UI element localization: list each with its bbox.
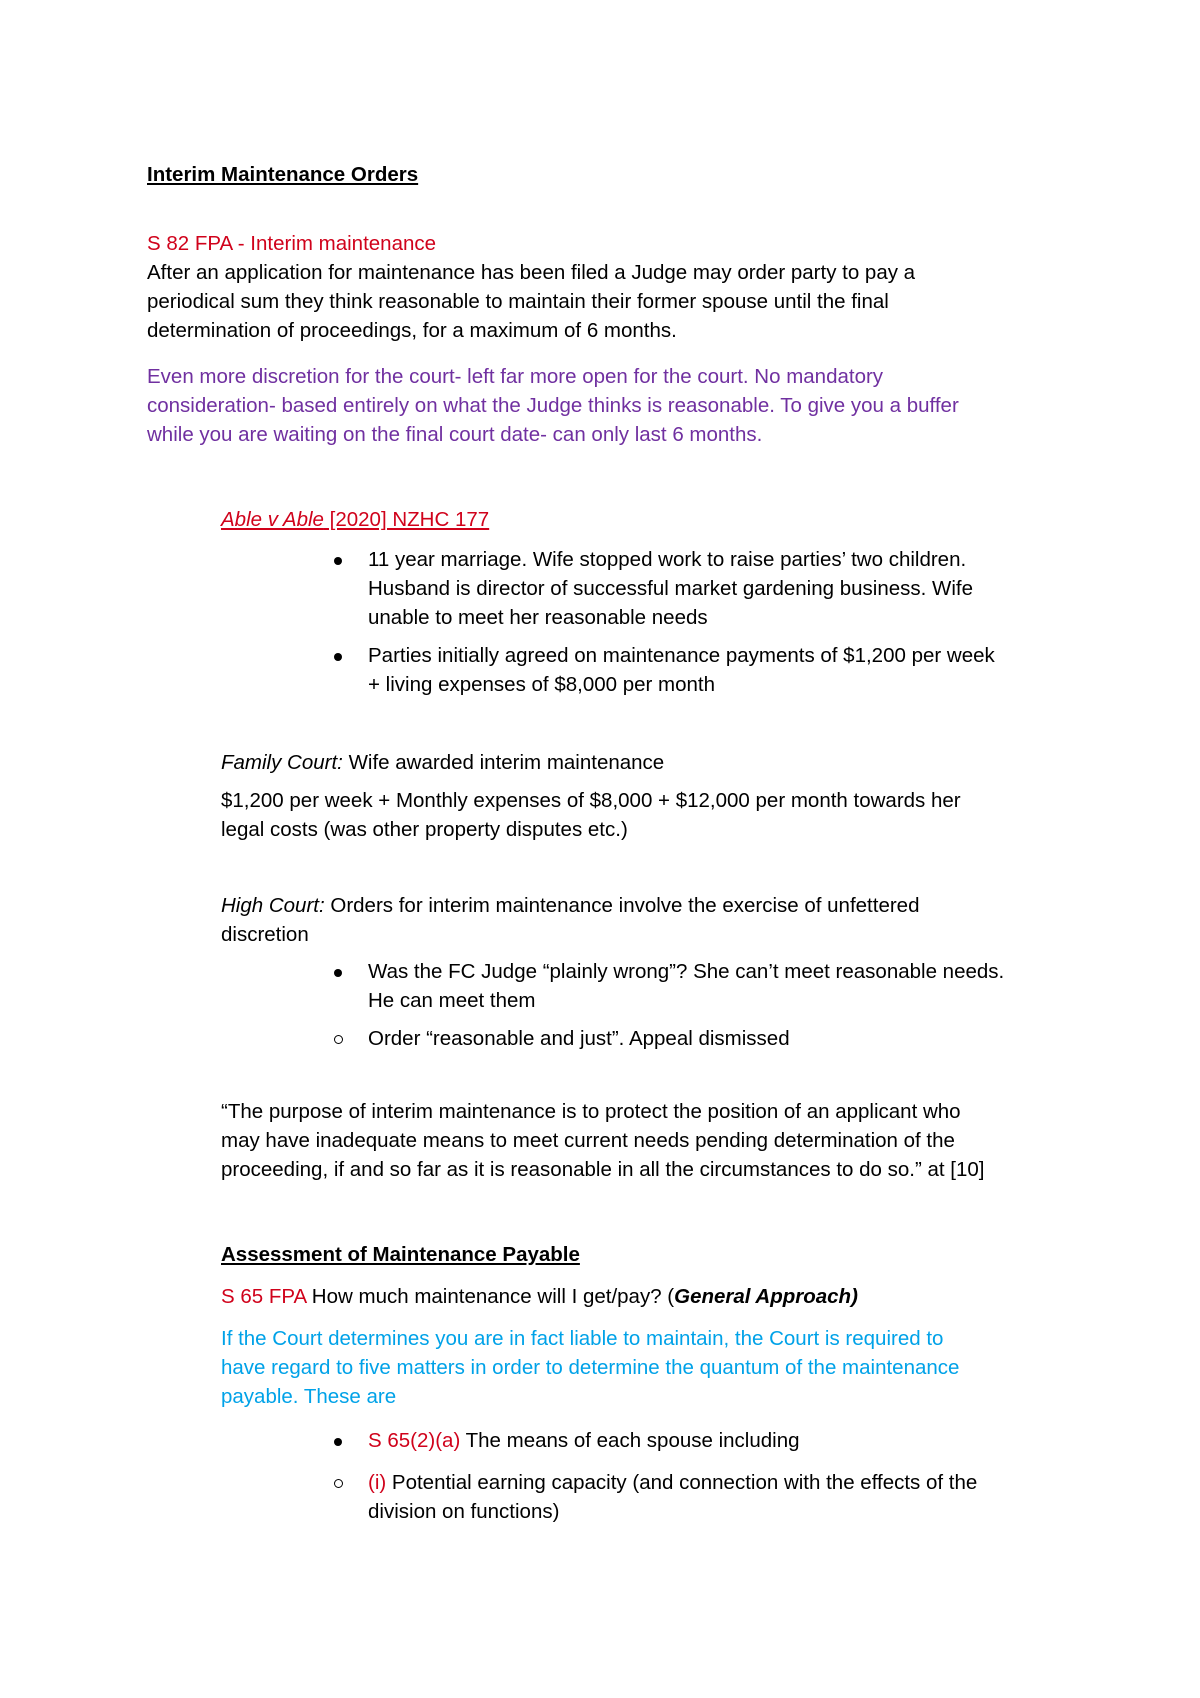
case-bullet-line: Husband is director of successful market gardening business. Wife: [368, 577, 974, 600]
assessment-item-1: [368, 1426, 1088, 1455]
family-court-line: [221, 748, 664, 777]
bullet-dot-icon: [328, 545, 348, 574]
case-citation: [2020] NZHC 177: [323, 508, 490, 531]
s65-approach: General Approach): [674, 1285, 858, 1308]
assessment-intro-line: payable. These are: [221, 1385, 397, 1408]
high-court-bullet-line: He can meet them: [368, 989, 536, 1012]
s82-note: [147, 362, 959, 449]
high-court-bullet-1: [368, 957, 1088, 1015]
s82-body-line: periodical sum they think reasonable to maintain their former spouse until the final: [147, 290, 889, 313]
s82-note-line: while you are waiting on the final court date- can only last 6 months.: [147, 423, 763, 446]
item1-text: The means of each spouse including: [460, 1429, 800, 1452]
item2-text: Potential earning capacity (and connection with the effects of the: [386, 1471, 978, 1494]
family-court-label: Family Court:: [221, 751, 343, 774]
high-court-bullet-line: Was the FC Judge “plainly wrong”? She can’t meet reasonable needs.: [368, 960, 1005, 983]
assessment-intro: [221, 1324, 959, 1411]
case-bullet-line: Parties initially agreed on maintenance payments of $1,200 per week: [368, 644, 995, 667]
case-bullet-2: [368, 641, 1088, 699]
family-court-text: Wife awarded interim maintenance: [342, 751, 665, 774]
item2-text-cont: division on functions): [368, 1500, 560, 1523]
s82-body-line: determination of proceedings, for a maximum of 6 months.: [147, 319, 677, 342]
high-court-bullet-2: [368, 1024, 1088, 1053]
bullet-circle-icon: [328, 1468, 348, 1497]
s82-body: [147, 258, 915, 345]
s82-note-line: consideration- based entirely on what the Judge thinks is reasonable. To give you a buffer: [147, 394, 959, 417]
item2-ref: (i): [368, 1471, 387, 1494]
assessment-item-2: [368, 1468, 1088, 1526]
high-court-label: High Court:: [221, 894, 325, 917]
family-court-detail: [221, 786, 961, 844]
high-court-block: [221, 891, 919, 949]
case-bullet-line: 11 year marriage. Wife stopped work to raise parties’ two children.: [368, 548, 967, 571]
assessment-heading: Assessment of Maintenance Payable: [221, 1243, 580, 1266]
s65-ref: S 65 FPA: [221, 1285, 307, 1308]
case-heading: [221, 505, 489, 534]
s82-note-line: Even more discretion for the court- left far more open for the court. No mandatory: [147, 365, 884, 388]
s65-text: How much maintenance will I get/pay? (: [306, 1285, 675, 1308]
case-quote-line: “The purpose of interim maintenance is to protect the position of an applicant who: [221, 1100, 961, 1123]
bullet-dot-icon: [328, 957, 348, 986]
case-name: Able v Able: [221, 508, 324, 531]
page-title: Interim Maintenance Orders: [147, 163, 419, 186]
family-court-detail-line: legal costs (was other property disputes etc.): [221, 818, 628, 841]
assessment-intro-line: have regard to five matters in order to determine the quantum of the maintenance: [221, 1356, 960, 1379]
case-bullet-1: [368, 545, 1088, 632]
bullet-dot-icon: [328, 1426, 348, 1455]
case-quote: [221, 1097, 984, 1184]
s82-heading: S 82 FPA - Interim maintenance: [147, 232, 437, 255]
high-court-bullet-line: Order “reasonable and just”. Appeal dismissed: [368, 1027, 790, 1050]
high-court-text: Orders for interim maintenance involve the exercise of unfettered: [324, 894, 920, 917]
case-quote-line: may have inadequate means to meet current needs pending determination of the: [221, 1129, 955, 1152]
case-quote-line: proceeding, if and so far as it is reasonable in all the circumstances to do so.” at [10]: [221, 1158, 985, 1181]
high-court-text2: discretion: [221, 923, 309, 946]
item1-ref: S 65(2)(a): [368, 1429, 461, 1452]
case-bullet-line: + living expenses of $8,000 per month: [368, 673, 716, 696]
assessment-intro-line: If the Court determines you are in fact liable to maintain, the Court is required to: [221, 1327, 944, 1350]
case-bullet-line: unable to meet her reasonable needs: [368, 606, 708, 629]
family-court-detail-line: $1,200 per week + Monthly expenses of $8,000 + $12,000 per month towards her: [221, 789, 961, 812]
s65-line: [221, 1282, 858, 1311]
bullet-circle-icon: [328, 1024, 348, 1053]
s82-body-line: After an application for maintenance has been filed a Judge may order party to pay a: [147, 261, 916, 284]
bullet-dot-icon: [328, 641, 348, 670]
